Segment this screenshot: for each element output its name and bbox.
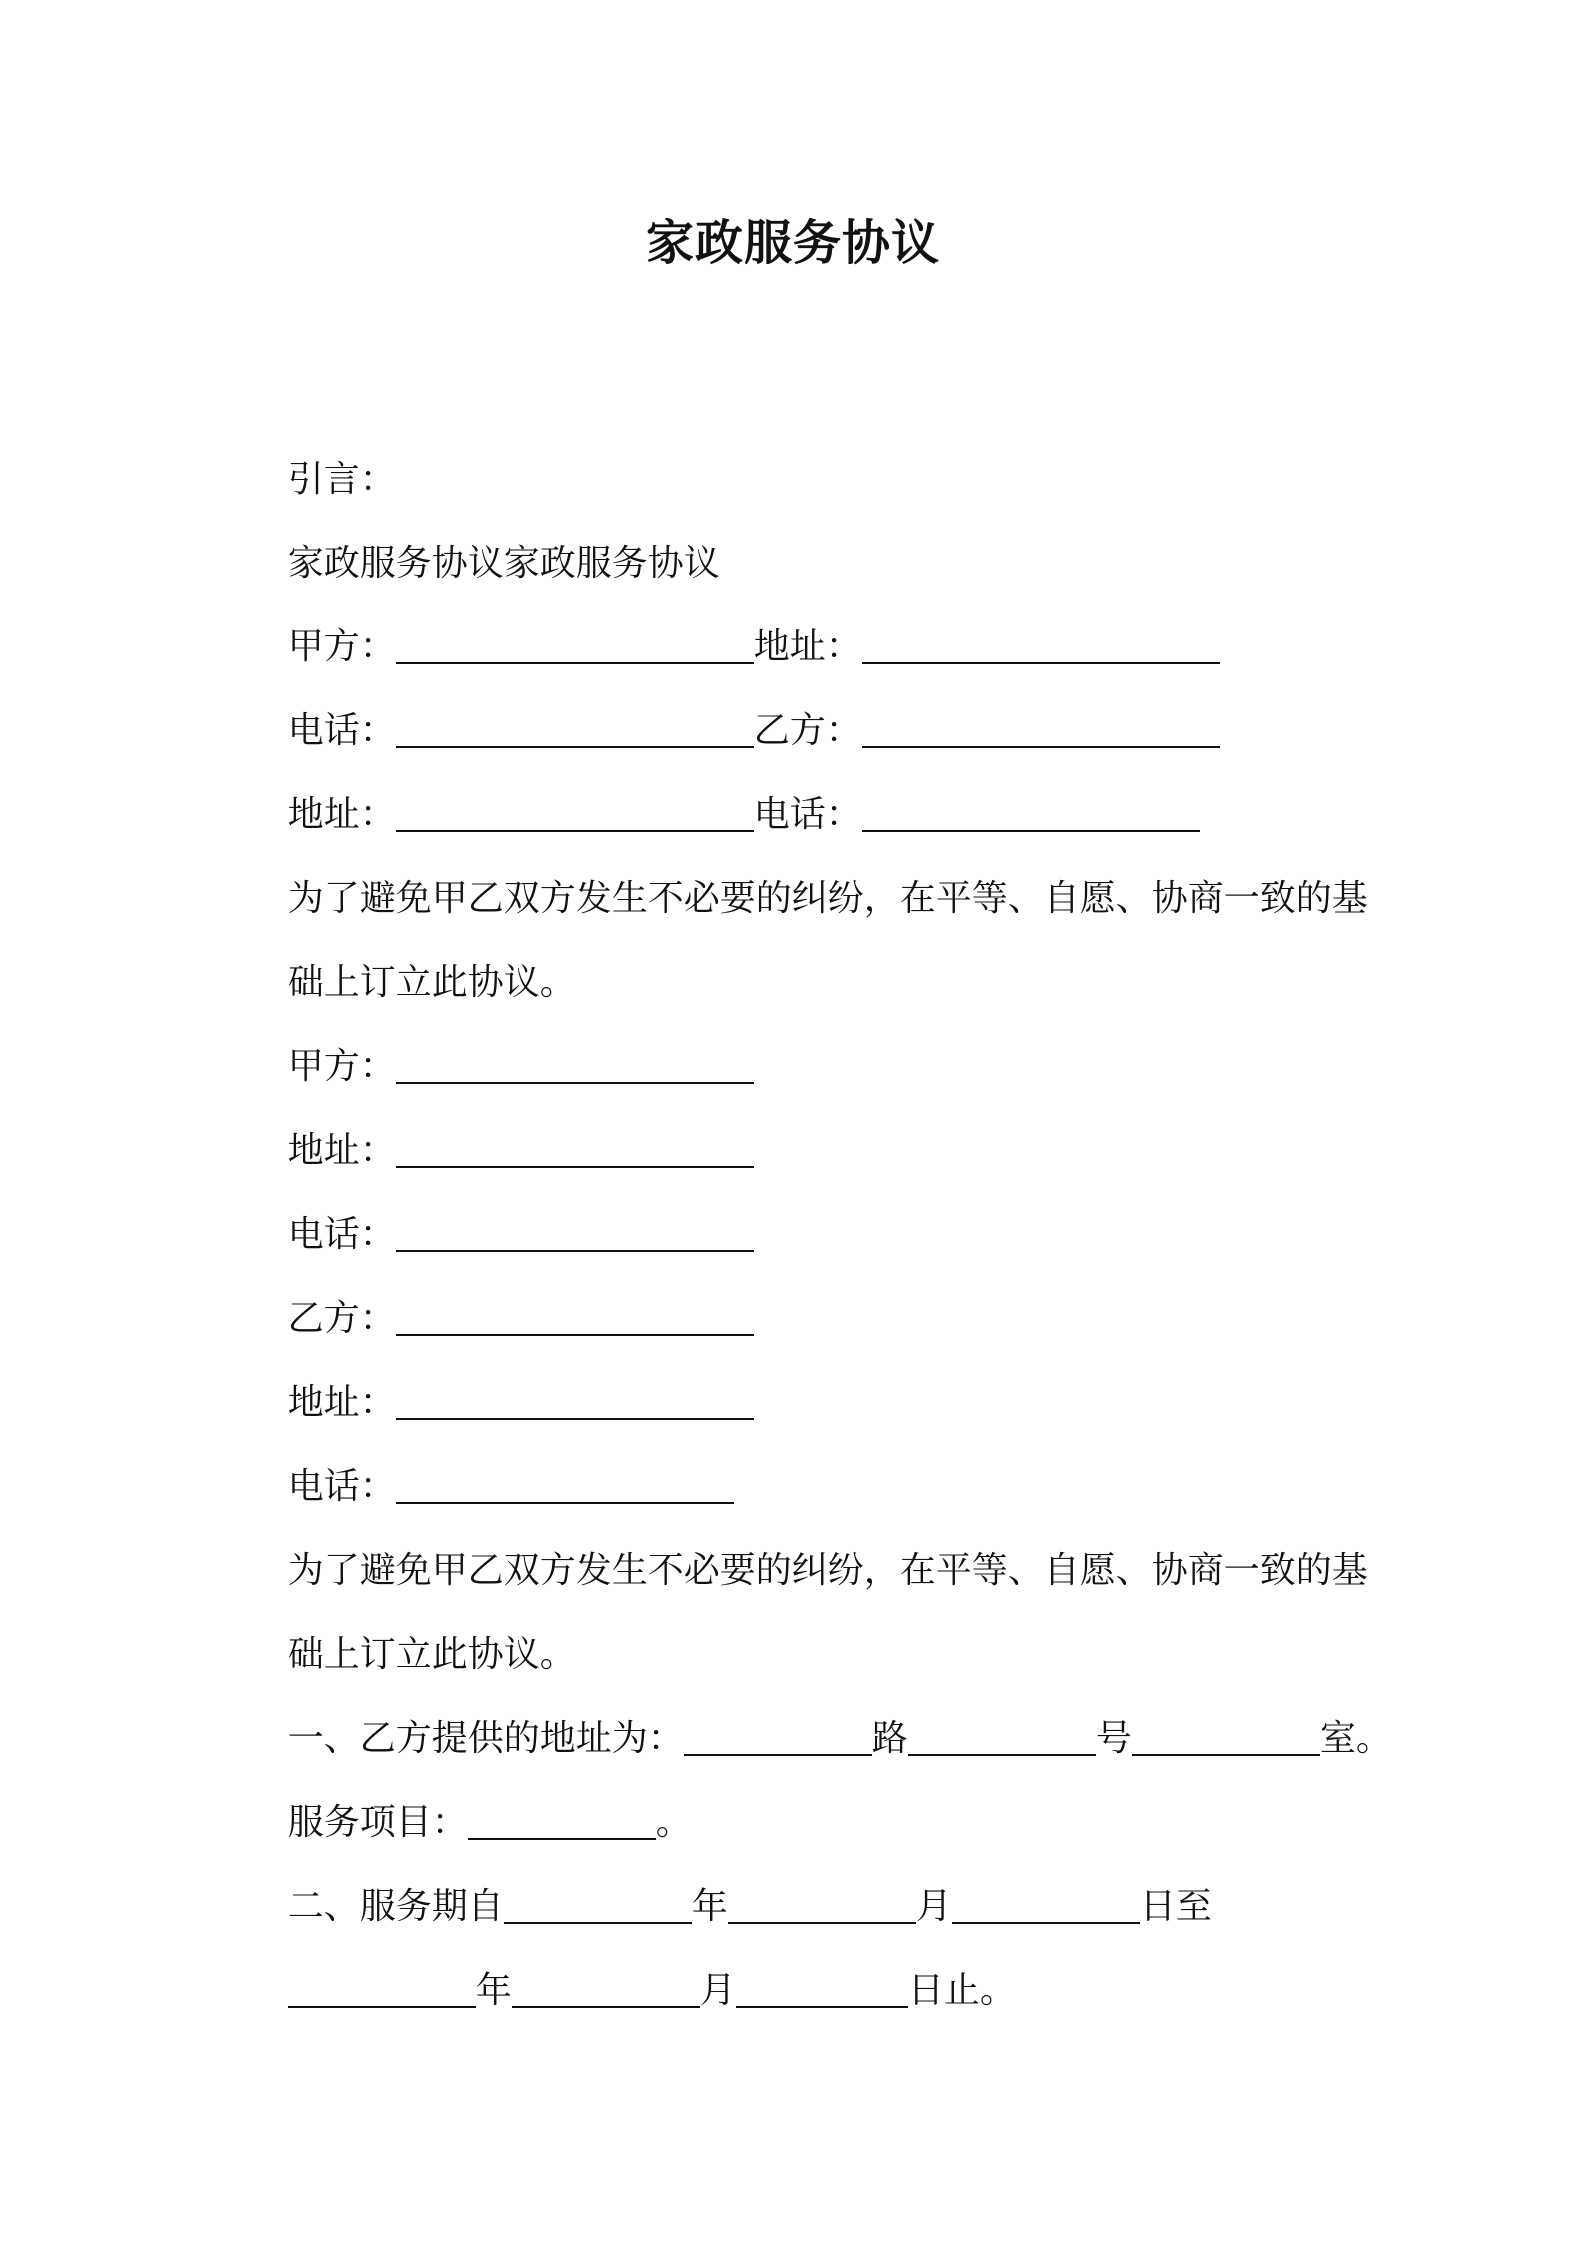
purpose-paragraph-line-1: 为了避免甲乙双方发生不必要的纠纷，在平等、自愿、协商一致的基: [287, 878, 1368, 919]
party-a-row: 甲方：: [242, 995, 754, 1139]
intro-label: 引言：: [287, 459, 396, 500]
address-b-row: 地址：: [242, 1331, 754, 1475]
purpose-paragraph-line-2: 础上订立此协议。: [287, 962, 576, 1003]
end-day-blank[interactable]: [736, 1970, 908, 2008]
clause-2-start: 二、服务期自 年 月 日至: [287, 1886, 1212, 1927]
phone-a-row: 电话：: [242, 1163, 754, 1307]
number-blank[interactable]: [908, 1718, 1096, 1756]
room-blank[interactable]: [1132, 1718, 1320, 1756]
phone-label: 电话：: [287, 710, 396, 751]
phone-label: 电话：: [753, 794, 862, 835]
road-blank[interactable]: [684, 1718, 872, 1756]
purpose-repeat-line-2: 础上订立此协议。: [287, 1634, 576, 1675]
address-label: 地址：: [287, 794, 396, 835]
document-title: 家政服务协议: [645, 215, 940, 271]
party-b-row: 乙方：: [242, 1247, 754, 1391]
service-items: 服务项目： 。: [287, 1802, 692, 1843]
party-b-label: 乙方：: [753, 710, 862, 751]
intro-text: 家政服务协议家政服务协议: [287, 543, 720, 584]
clause-1-address: 一、乙方提供的地址为： 路 号 室。: [287, 1718, 1392, 1759]
end-month-blank[interactable]: [512, 1970, 700, 2008]
clause-2-end: 年 月 日止。: [242, 1919, 1016, 2063]
address-label: 地址：: [753, 626, 862, 667]
party-a-label: 甲方：: [287, 626, 396, 667]
purpose-repeat-line-1: 为了避免甲乙双方发生不必要的纠纷，在平等、自愿、协商一致的基: [287, 1550, 1368, 1591]
end-year-blank[interactable]: [288, 1970, 476, 2008]
address-a-row: 地址：: [242, 1079, 754, 1223]
phone-b-row: 电话：: [242, 1415, 734, 1559]
